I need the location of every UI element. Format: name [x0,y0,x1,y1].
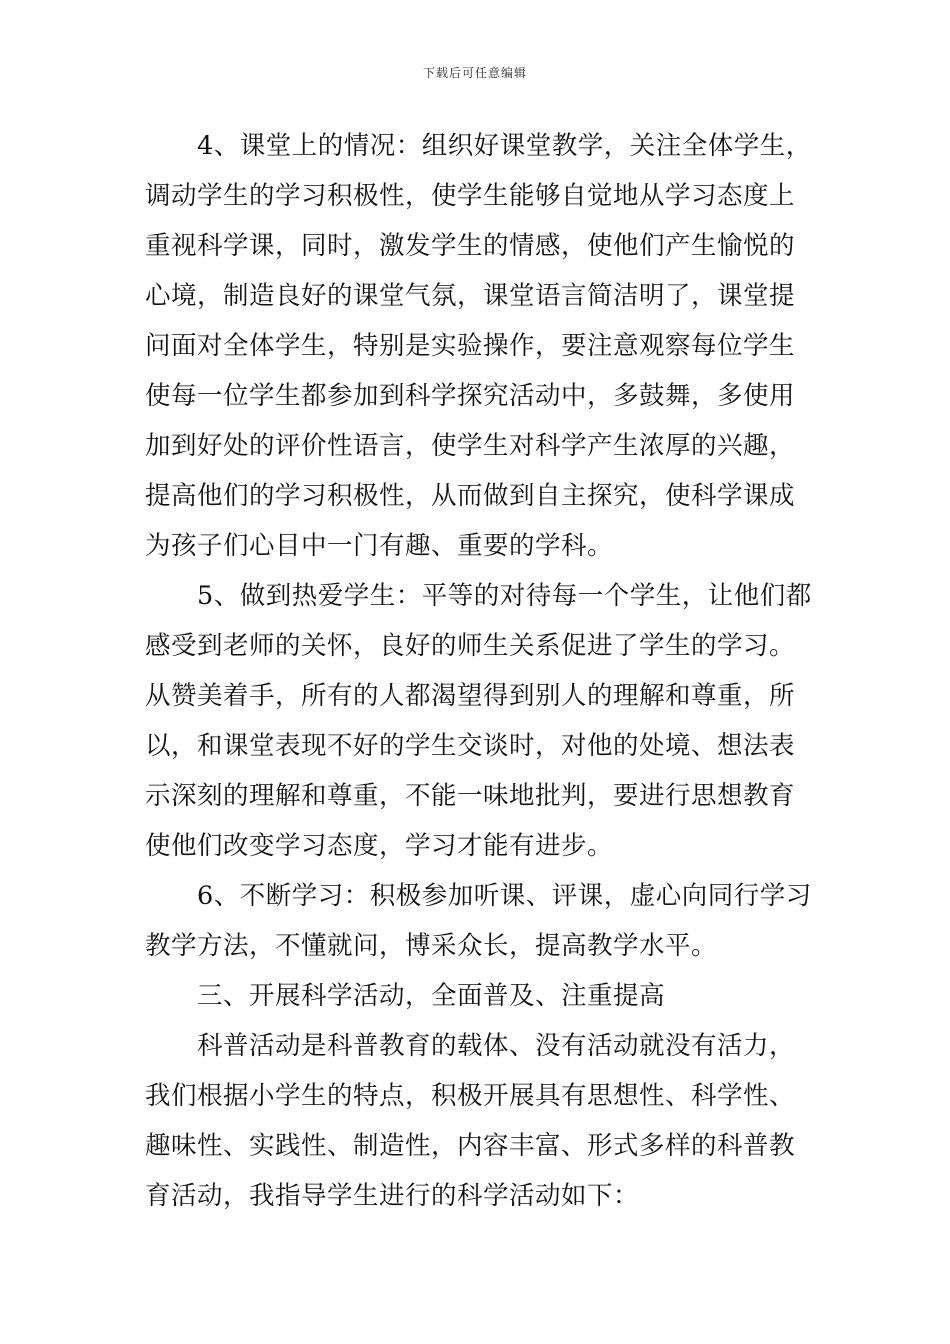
text-line: 我们根据小学生的特点，积极开展具有思想性、科学性、 [145,1081,796,1111]
text-line: 问面对全体学生，特别是实验操作，要注意观察每位学生 [145,331,796,361]
text-line: 以，和课堂表现不好的学生交谈时，对他的处境、想法表 [145,731,796,761]
text-line: 示深刻的理解和尊重，不能一味地批判，要进行思想教育 [145,781,796,811]
text-line: 科普活动是科普教育的载体、没有活动就没有活力， [197,1031,796,1061]
text-line: 从赞美着手，所有的人都渴望得到别人的理解和尊重，所 [145,681,796,711]
text-line: 育活动，我指导学生进行的科学活动如下： [145,1181,640,1211]
text-line: 趣味性、实践性、制造性，内容丰富、形式多样的科普教 [145,1131,796,1161]
text-line: 教学方法，不懂就问，博采众长，提高教学水平。 [145,931,718,961]
page-header-note: 下载后可任意编辑 [422,66,527,80]
section-heading: 三、开展科学活动，全面普及、注重提高 [197,981,666,1011]
text-line: 5、做到热爱学生：平等的对待每一个学生，让他们都 [197,581,812,611]
text-line: 提高他们的学习积极性，从而做到自主探究，使科学课成 [145,481,796,511]
text-line: 4、课堂上的情况：组织好课堂教学，关注全体学生， [197,131,812,161]
text-line: 重视科学课，同时，激发学生的情感，使他们产生愉悦的 [145,231,796,261]
text-line: 使每一位学生都参加到科学探究活动中，多鼓舞，多使用 [145,381,796,411]
text-line: 使他们改变学习态度，学习才能有进步。 [145,831,614,861]
text-line: 心境，制造良好的课堂气氛，课堂语言简洁明了，课堂提 [145,281,796,311]
text-line: 感受到老师的关怀，良好的师生关系促进了学生的学习。 [145,631,796,661]
text-line: 为孩子们心目中一门有趣、重要的学科。 [145,531,614,561]
text-line: 加到好处的评价性语言，使学生对科学产生浓厚的兴趣， [145,431,796,461]
text-line: 调动学生的学习积极性，使学生能够自觉地从学习态度上 [145,181,796,211]
text-line: 6、不断学习：积极参加听课、评课，虚心向同行学习 [197,881,812,911]
